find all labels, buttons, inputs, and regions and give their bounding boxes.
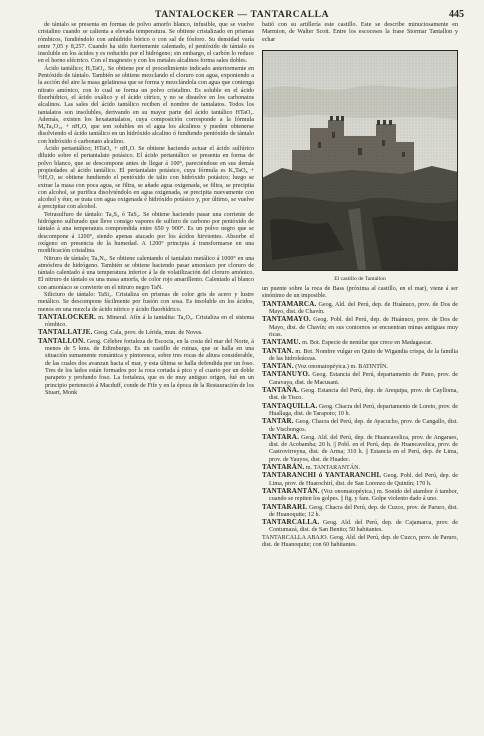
header-title: TANTALOCKER — TANTARCALLA <box>154 10 330 20</box>
entry-headword: TANTAMU. <box>262 338 301 347</box>
entry-headword: TANTALLATJE. <box>38 328 93 337</box>
entry-headword: TANTALOCKER. <box>38 312 97 321</box>
left-column <box>38 22 254 397</box>
entry-headword: TANTAÑA. <box>262 386 299 395</box>
dictionary-entry <box>262 387 458 403</box>
dictionary-entry <box>262 472 458 488</box>
castle-photo <box>262 50 458 271</box>
entry-definition: Geog. Ald. del Perú, dep. de Huánuco, prov. de Dos de Mayo, dist. de Chavín. <box>269 301 458 316</box>
figure-caption: El castillo de Tantallon <box>334 275 386 282</box>
entry-definition: m. TANTARANTÁN. <box>304 465 361 472</box>
entry-headword: TANTARARI. <box>262 502 308 511</box>
entry-headword: TANTAMAYO. <box>262 315 311 324</box>
dictionary-entry <box>262 316 458 339</box>
entry-headword: TANTALLON. <box>38 336 86 345</box>
entry-definition: Geog. Estancia del Perú, departamento de Puno, prov. de Caravaya, dist. de Macusani. <box>269 372 458 386</box>
dictionary-entry <box>262 434 458 464</box>
entry-definition: Geog. Pobl. del Perú, dep. de Lima, prov. de Huarochirí, dist. de San Lorenzo de Quintín; 170 h. <box>269 473 458 487</box>
right-column-bottom <box>262 286 458 549</box>
entry-definition: m. Bot. Nombre vulgar en Quito de Wigandia crispa, de la familia de las hidroleáceas. <box>269 348 458 362</box>
body-paragraph: batió con su artillería este castillo. Este se describe minuciosamente en Marmion, de Walter Scott. Entre los escoceses la frase Stormar Tantallon y echar <box>262 22 458 43</box>
dictionary-entry <box>262 301 458 317</box>
entry-headword: TANTAR. <box>262 417 294 426</box>
entry-headword: TANTAN. <box>262 362 294 371</box>
entry-headword: TANTAQUILLA. <box>262 401 318 410</box>
entry-definition: m. Mineral. Afín á la tantalita: Ta₂O₅. Cristaliza en el sistema rómbico. <box>45 314 254 329</box>
right-column <box>262 22 458 549</box>
dictionary-entry <box>262 403 458 419</box>
entry-definition: Geog. Chacra del Perú, departamento de Loreto, prov. de Huallaga, dist. de Tarapoto; 10 h. <box>269 403 458 417</box>
entry-definition: Geog. Cala, prov. de Lérida, mun. de Noves. <box>92 330 203 337</box>
body-paragraph: TANTARCALLA ABAJO. Geog. Ald. del Perú, dep. de Cuzco, prov. de Paruro, dist. de Huanoquite; con 60 habitantes. <box>262 534 458 548</box>
body-paragraph: Siliciuro de tántalo: TaSi₂. Cristaliza en prismas de color gris de acero y lustre metálico. Se descompone fácilmente por fusión con sosa. Es insoluble en los ácidos, menos en una mezcla de ácido nítrico y ácido fluorhídrico. <box>38 291 254 313</box>
body-paragraph: Ácido tantálico; H₃TaO₄. Se obtiene por el procedimiento indicado anteriormente en Pentóxido de tántalo. También se obtiene mezclando el cloruro con agua, exponiendo a la acción del aire la masa gelatinosa que se forma y mezclándola con agua que contenga nitrato amónico, con lo cual se forma un polvo cristalino. Es soluble en el ácido fluorhídrico, el ácido oxálico y el ácido cítrico, y no se disuelve en los carbonatos alcalinos. Las sales del ácido tantálico reciben el nombre de tantalatos. Todos los tantalatos son insolubles, derivando en su mayor parte del ácido tantálico HTaO₃. Además, existen los hexatantalatos, cuya composición corresponde a la fórmula M₈Ta₆O₁₉ + nH₂O, que son solubles en el agua los alcalinos y pueden obtenerse disolviendo el ácido tantálico en un hidróxido alcalino ó fundiendo pentóxido de tántalo con hidróxido ó carbonato alcalino. <box>38 65 254 145</box>
entry-definition: Geog. Chacra del Perú, dep. de Cuzco, prov. de Paruro, dist. de Huanoquite; 12 h. <box>269 504 458 518</box>
entry-definition: (Voz onomatopéyica.) m. Sonido del atambor ó tambor, cuando se repiten los golpes. || fig. y fam. Golpe violento dado á uno. <box>269 488 458 503</box>
entry-definition: Geog. Estancia del Perú, dep. de Arequipa, prov. de Caylloma, dist. de Tisco. <box>269 388 458 402</box>
entry-definition: (Voz onomatopéyica.) m. BATINTÍN. <box>293 364 388 371</box>
entry-definition: Geog. Ald. del Perú, dep. de Huancavelica, prov. de Angaraes, dist. de Acobamba; 20 h. || Pobl. en el Perú, dep. de Huancavelica, prov. de Castrovirreyna, dist. de Arma; 310 h. || Estancia en el Perú, dep. de Lima, prov. de Yauyos, dist. de Huadec. <box>269 434 458 463</box>
body-paragraph: un puente sobre la roca de Bass (próxima al castillo, en el mar), viene á ser sinónimo de un imposible. <box>262 286 458 300</box>
entry-headword: TANTARA. <box>262 432 299 441</box>
castle-figure <box>262 50 458 283</box>
entry-definition: Geog. Ald. del Perú, dep. de Cajamarca, prov. de Contumazá, dist. de San Benito; 50 habitantes. <box>269 520 458 534</box>
dictionary-entry <box>262 418 458 434</box>
dictionary-entry <box>262 488 458 504</box>
entry-headword: TANTARCALLA. <box>262 518 320 527</box>
dictionary-entry <box>38 314 254 330</box>
body-paragraph: de tántalo se presenta en formas de polvo amorfo blanco, infusible, que se vuelve cristalino cuando se calienta a elevada temperatura. Se obtiene cristalizado en prismas rómbicos, fundiéndolo con anhídrido bórico o con sal de fósforo. Su densidad varía entre 7,05 y 8,257. Cuando ha sido fuertemente calentado, el pentóxido de tántalo es insoluble en los ácidos y es reducido por el hidrógeno; sin embargo, el carbón lo reduce en el horno eléctrico. Con el magnesio y con los metales alcalinos forma sales dobles. <box>38 22 254 65</box>
entry-definition: Geog. Chacra del Perú, dep. de Ayacucho, prov. de Cangallo, dist. de Vischongos. <box>269 419 458 433</box>
page-number: 445 <box>449 9 464 20</box>
entry-definition: Geog. Pobl. del Perú, dep. de Huánuco, prov. de Dos de Mayo, dist. de Chavín; en sus contornos se encuentran minas antiguas muy ricas. <box>269 317 458 338</box>
dictionary-entry <box>262 504 458 520</box>
entry-headword: TANTAMARCA. <box>262 299 317 308</box>
dictionary-entry <box>262 348 458 364</box>
entry-definition: Geog. Célebre fortaleza de Escocia, en la costa del mar del Norte, á menos de 5 kms. de Edimburgo. Es un castillo de ruinas, que se halla en una situación sumamente romántica y pintoresca, sobre tres rocas de altura considerable, de las cuales dos avanzan hacia el mar, y esta última se halla defendida por un foso. Tres de los lados están formados por la roca cortada á pico y el cuarto por un doble parapeto y profundo foso. La fortaleza, que es de muy antiguo origen, fué en un principio perteneció á Macduff, conde de Fife y en la época de la Restauración de los Stuart, Monk <box>45 338 254 396</box>
entry-headword: TANTANUYO. <box>262 370 310 379</box>
entry-definition: m. Bot. Especie de nenúfar que crece en Madagascar. <box>300 340 433 347</box>
dictionary-entry <box>262 519 458 535</box>
body-paragraph: Ácido pertantálico; HTaO₄ + nH₂O. Se obtiene haciendo actuar el ácido sulfúrico diluido sobre el pertantalato potásico. El ácido pertantálico se presenta en forma de polvo blanco, que se descompone antes de llegar á 100°, pareciéndose en sus demás propiedades al ácido tantálico. El pertantalato potásico, cuya fórmula es K₃TaO₈ + ½H₂O, se obtiene fundiendo el pentóxido de talio con hidróxido potásico; luego se extrae la masa con poca agua, se filtra, se añade agua oxigenada, se filtra, se precipita con alcohol, se purifica disolviéndolo en agua oxigenada, se precipita nuevamente con alcohol y éter, se trata con agua oxigenada é hidróxido potásico y, por último, se vuelve á precipitar con alcohol. <box>38 146 254 211</box>
body-paragraph: Nitruro de tántalo; Ta₃N₅. Se obtiene calentando el tantalato metálico á 1000° en una atmósfera de hidrógeno. También se obtiene haciendo pasar amoníaco por cloruro de tántalo calentado á una temperatura inferior á la de volatilización del cloruro amónico. El nitruro de tántalo es una masa amorfa, de color rojo amarillento. Calentado al blanco con amoníaco se convierte en el nitruro negro TaN. <box>38 255 254 291</box>
right-column-top <box>262 22 458 44</box>
dictionary-entry <box>38 338 254 397</box>
entry-headword: TANTARANTÁN. <box>262 486 320 495</box>
entry-headword: TANTAN. <box>262 346 294 355</box>
body-paragraph: Tetrasulfuro de tántalo: Ta₂S₄ ó TaS₂. Se obtiene haciendo pasar una corriente de hidrógeno sulfurado que lleve consigo vapores de sulfuro de carbono por pentóxido de tántalo á una temperatura comprendida entre 650 y 900°. Es un polvo negro que se descompone á 1200°, siendo apenas atacado por los ácidos hirvientes. Absorbe el oxígeno en presencia de la humedad. A 1200° principia á transformarse en una modificación cristalina. <box>38 211 254 255</box>
entry-headword: TANTARANCHI ó YANTARANCHI. <box>262 471 382 480</box>
dictionary-entry <box>262 371 458 387</box>
entry-headword: TANTARÁN. <box>262 463 305 472</box>
